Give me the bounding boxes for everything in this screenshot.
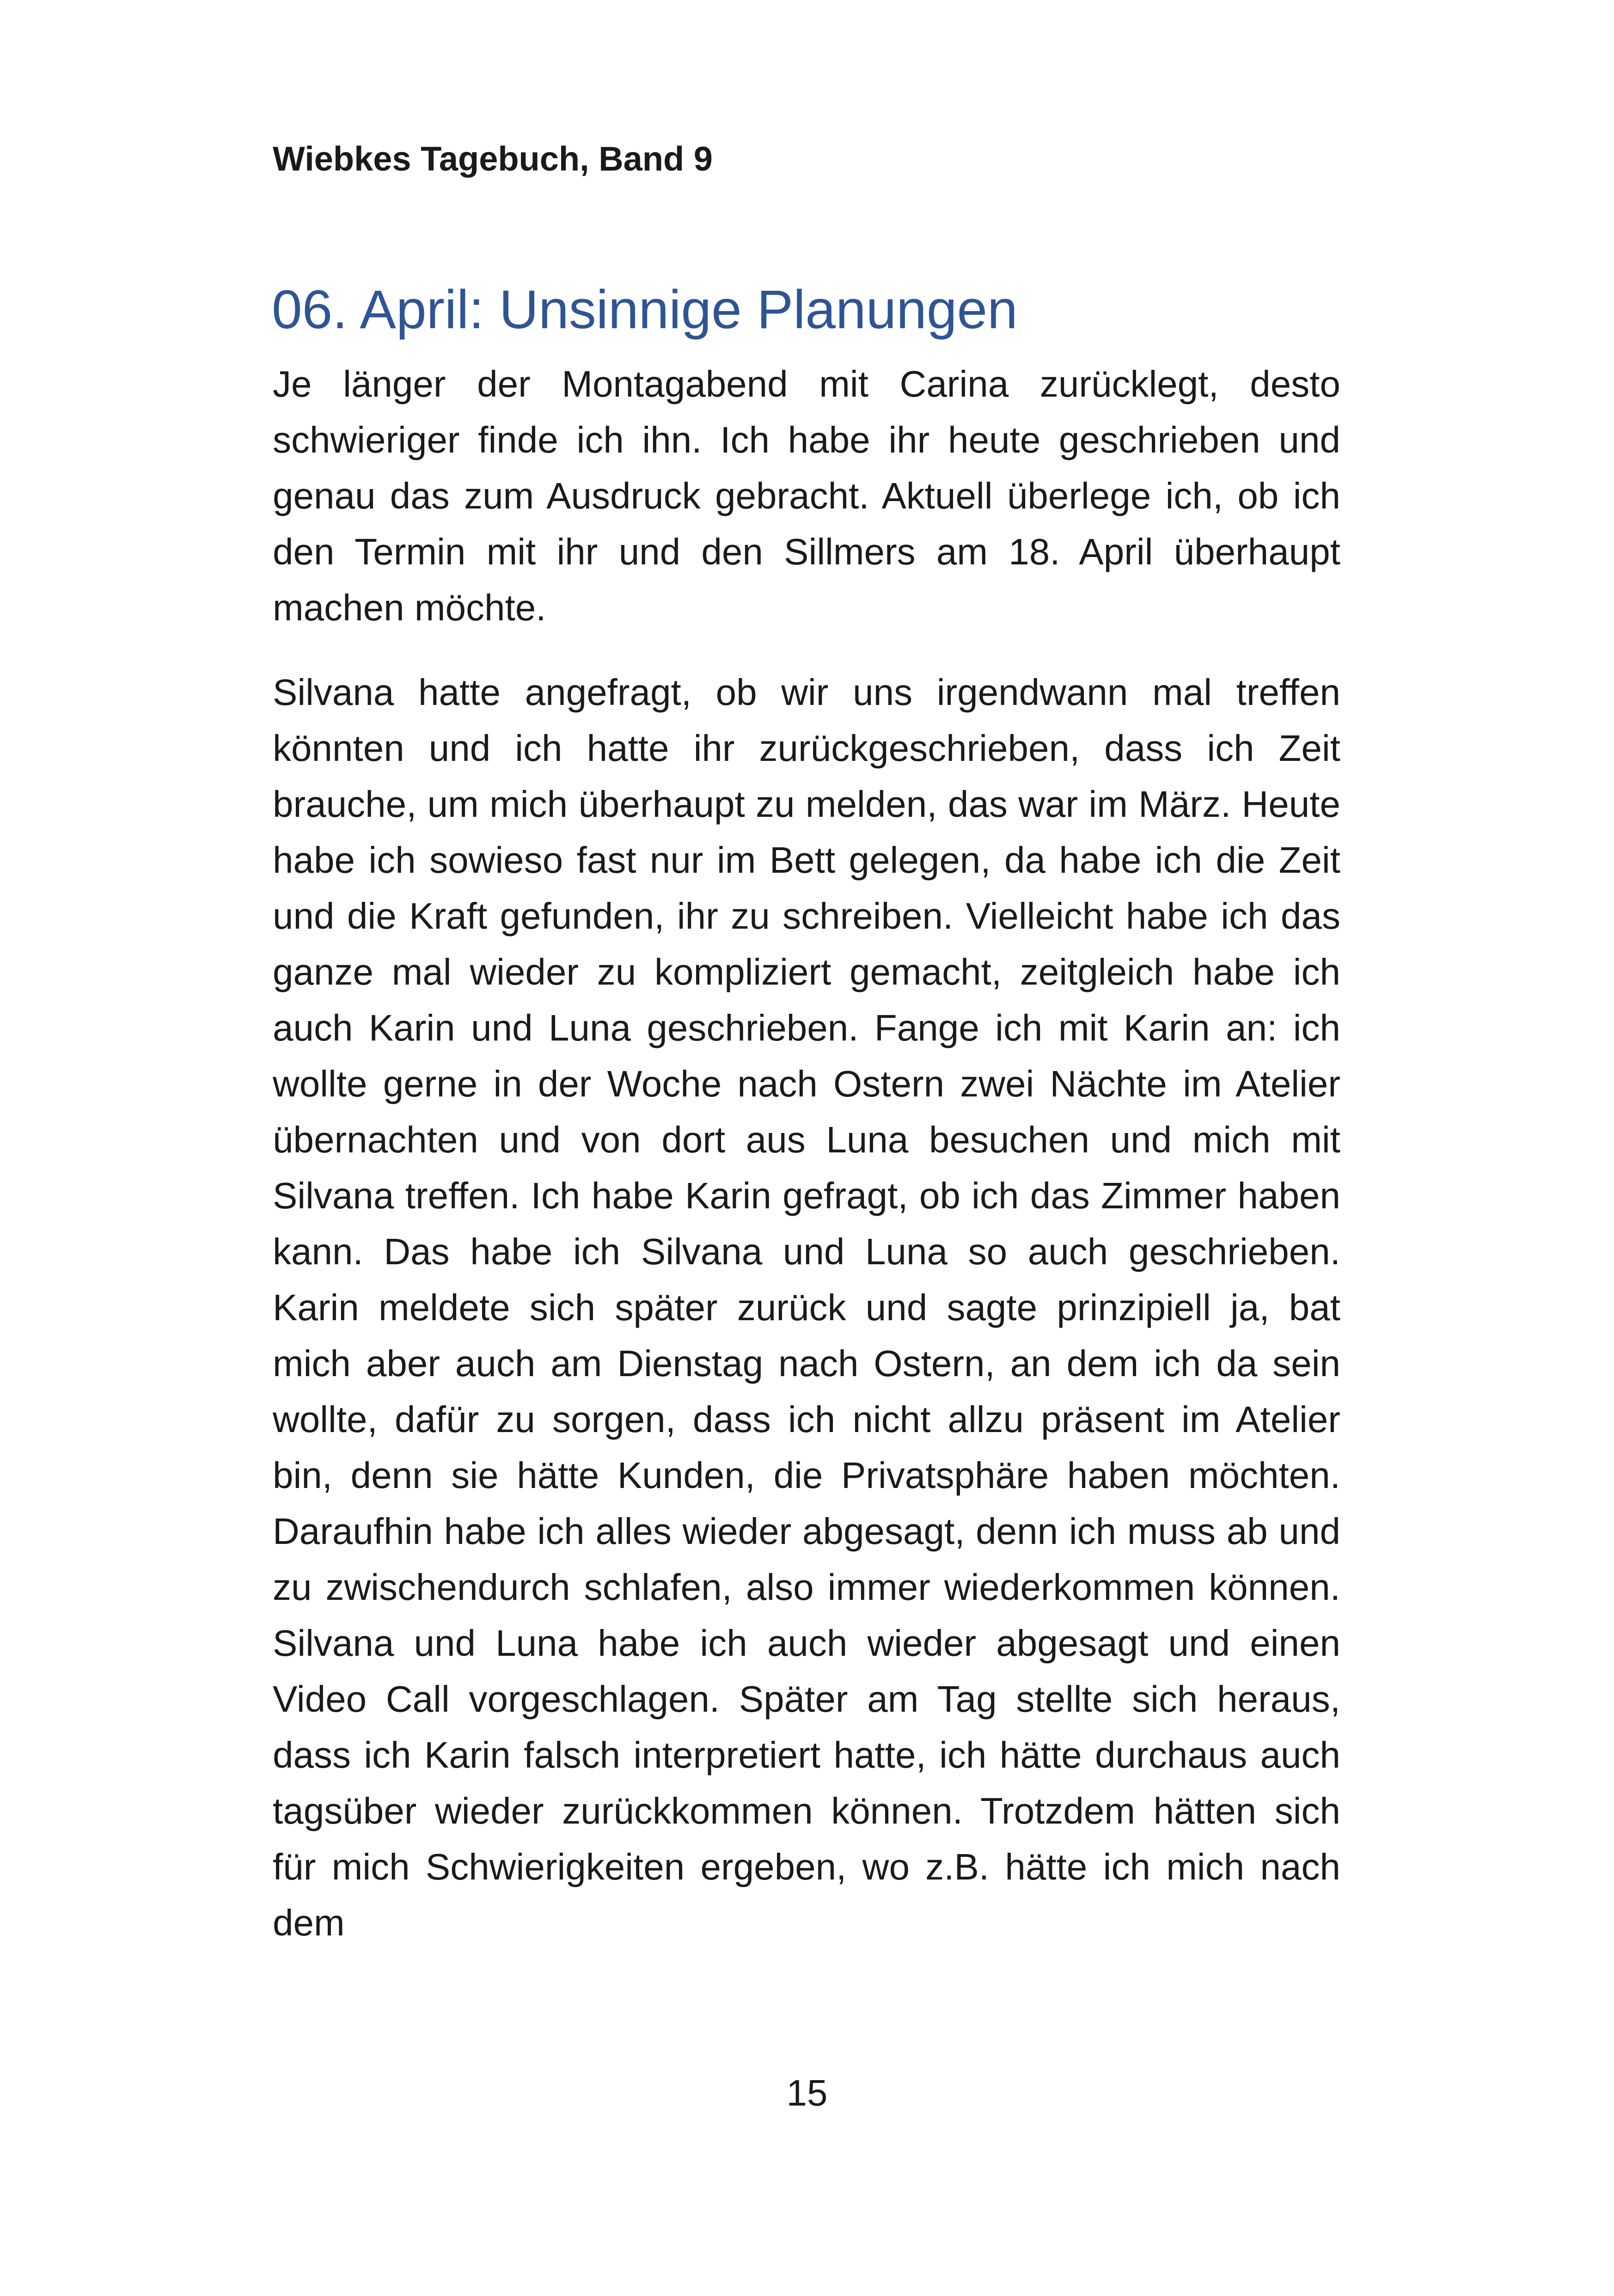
paragraph-1: Je länger der Montagabend mit Carina zurücklegt, desto schwieriger finde ich ihn. Ich habe ihr heute geschrieben und genau das zum Ausdruck gebracht. Aktuell überlege ich, ob ich den Termin mit ihr und den Sillmers am 18. April überhaupt machen möchte. (273, 363, 1340, 628)
paragraph-2: Silvana hatte angefragt, ob wir uns irgendwann mal treffen könnten und ich hatte ihr zurückgeschrieben, dass ich Zeit brauche, um mich überhaupt zu melden, das war im März. Heute habe ich sowieso fast nur im Bett gelegen, da habe ich die Zeit und die Kraft gefunden, ihr zu schreiben. Vielleicht habe ich das ganze mal wieder zu kompliziert gemacht, zeitgleich habe ich auch Karin und Luna geschrieben. Fange ich mit Karin an: ich wollte gerne in der Woche nach Ostern zwei Nächte im Atelier übernachten und von dort aus Luna besuchen und mich mit Silvana treffen. Ich habe Karin gefragt, ob ich das Zimmer haben kann. Das habe ich Silvana und Luna so auch geschrieben. Karin meldete sich später zurück und sagte prinzipiell ja, bat mich aber auch am Dienstag nach Ostern, an dem ich da sein wollte, dafür zu sorgen, dass ich nicht allzu präsent im Atelier bin, denn sie hätte Kunden, die Privatsphäre haben möchten. Daraufhin habe ich alles wieder abgesagt, denn ich muss ab und zu zwischendurch schlafen, also immer wiederkommen können. Silvana und Luna habe ich auch wieder abgesagt und einen Video Call vorgeschlagen. Später am Tag stellte sich heraus, dass ich Karin falsch interpretiert hatte, ich hätte durchaus auch tagsüber wieder zurückkommen können. Trotzdem hätten sich für mich Schwierigkeiten ergeben, wo z.B. hätte ich mich nach dem (273, 672, 1340, 1943)
body-text (273, 356, 1340, 1979)
page-number: 15 (786, 2072, 828, 2113)
chapter-title: 06. April: Unsinnige Planungen (272, 279, 1018, 340)
running-header: Wiebkes Tagebuch, Band 9 (273, 140, 713, 178)
